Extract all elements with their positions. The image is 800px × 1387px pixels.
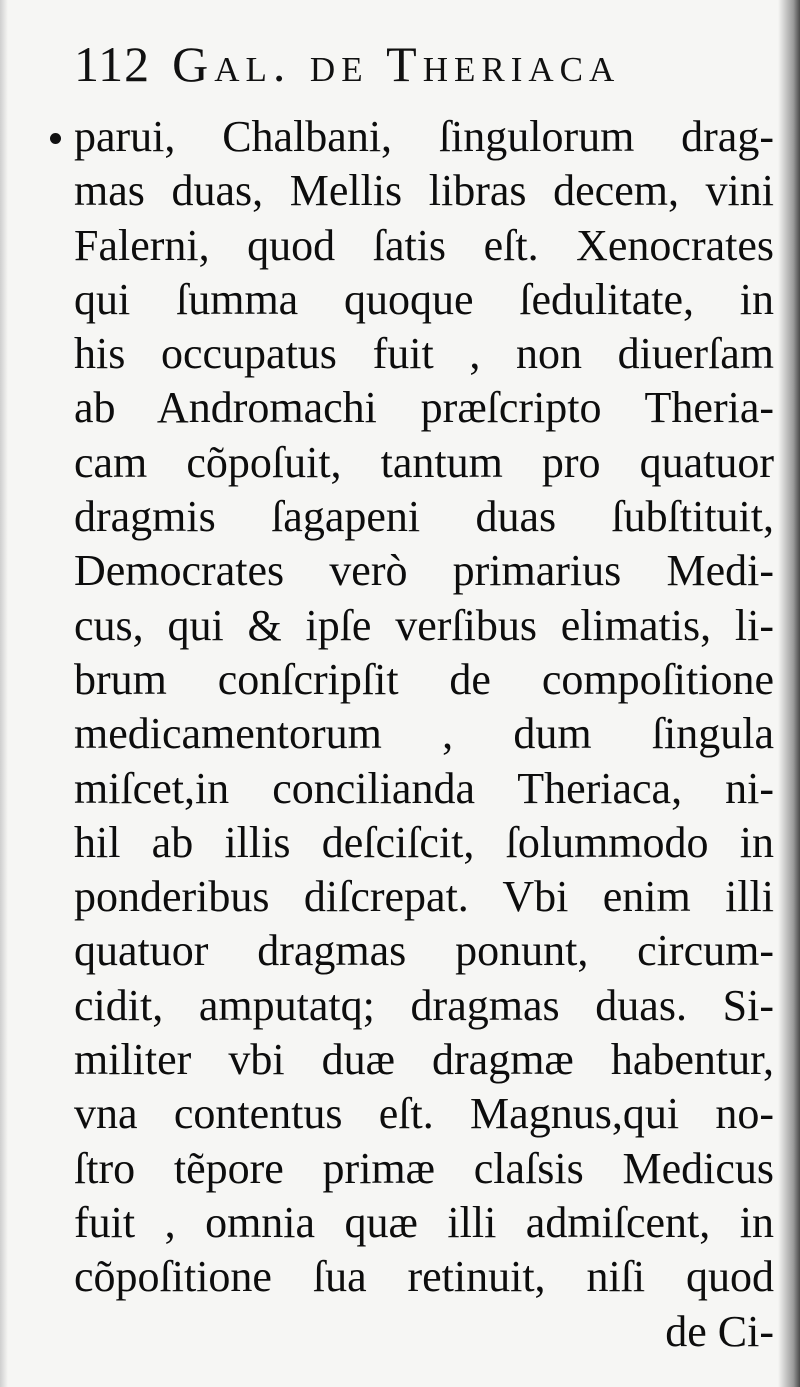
- scan-shadow-left: [0, 0, 8, 1387]
- text-line: medicamentorum , dum ſingula: [74, 709, 774, 759]
- text-line: qui ſumma quoque ſedulitate, in: [74, 274, 774, 324]
- running-header: [74, 34, 764, 94]
- text-line: fuit , omnia quæ illi admiſcent, in: [74, 1197, 774, 1247]
- text-line: cam cõpoſuit, tantum pro quatuor: [74, 437, 774, 487]
- text-line: vna contentus eſt. Magnus,qui no-: [74, 1089, 774, 1139]
- text-line: hil ab illis deſciſcit, ſolummodo in: [74, 817, 774, 867]
- text-line: Democrates verò primarius Medi-: [74, 546, 774, 596]
- text-line: mas duas, Mellis libras decem, vini: [74, 166, 774, 216]
- text-line: ab Andromachi præſcripto Theria-: [74, 383, 774, 433]
- text-line: cõpoſitione ſua retinuit, niſi quod: [74, 1252, 774, 1302]
- text-line: miſcet,in concilianda Theriaca, ni-: [74, 763, 774, 813]
- text-line: cus, qui & ipſe verſibus elimatis, li-: [74, 600, 774, 650]
- scan-shadow-right: [778, 0, 800, 1387]
- text-line: quatuor dragmas ponunt, circum-: [74, 926, 774, 976]
- text-line: cidit, amputatq; dragmas duas. Si-: [74, 980, 774, 1030]
- running-title: Gal. de Theriaca: [172, 36, 621, 92]
- text-line: ſtro tẽpore primæ claſsis Medicus: [74, 1143, 774, 1193]
- text-line: dragmis ſagapeni duas ſubſtituit,: [74, 492, 774, 542]
- text-line: ponderibus diſcrepat. Vbi enim illi: [74, 872, 774, 922]
- text-line: Falerni, quod ſatis eſt. Xenocrates: [74, 220, 774, 270]
- body-text: [58, 110, 774, 1359]
- catchword: de Ci-: [665, 1306, 774, 1356]
- text-line: militer vbi duæ dragmæ habentur,: [74, 1035, 774, 1085]
- text-line: brum conſcripſit de compoſitione: [74, 654, 774, 704]
- text-line: his occupatus fuit , non diuerſam: [74, 329, 774, 379]
- text-line: parui, Chalbani, ſingulorum drag-: [74, 112, 774, 161]
- page-number: 112: [74, 36, 151, 92]
